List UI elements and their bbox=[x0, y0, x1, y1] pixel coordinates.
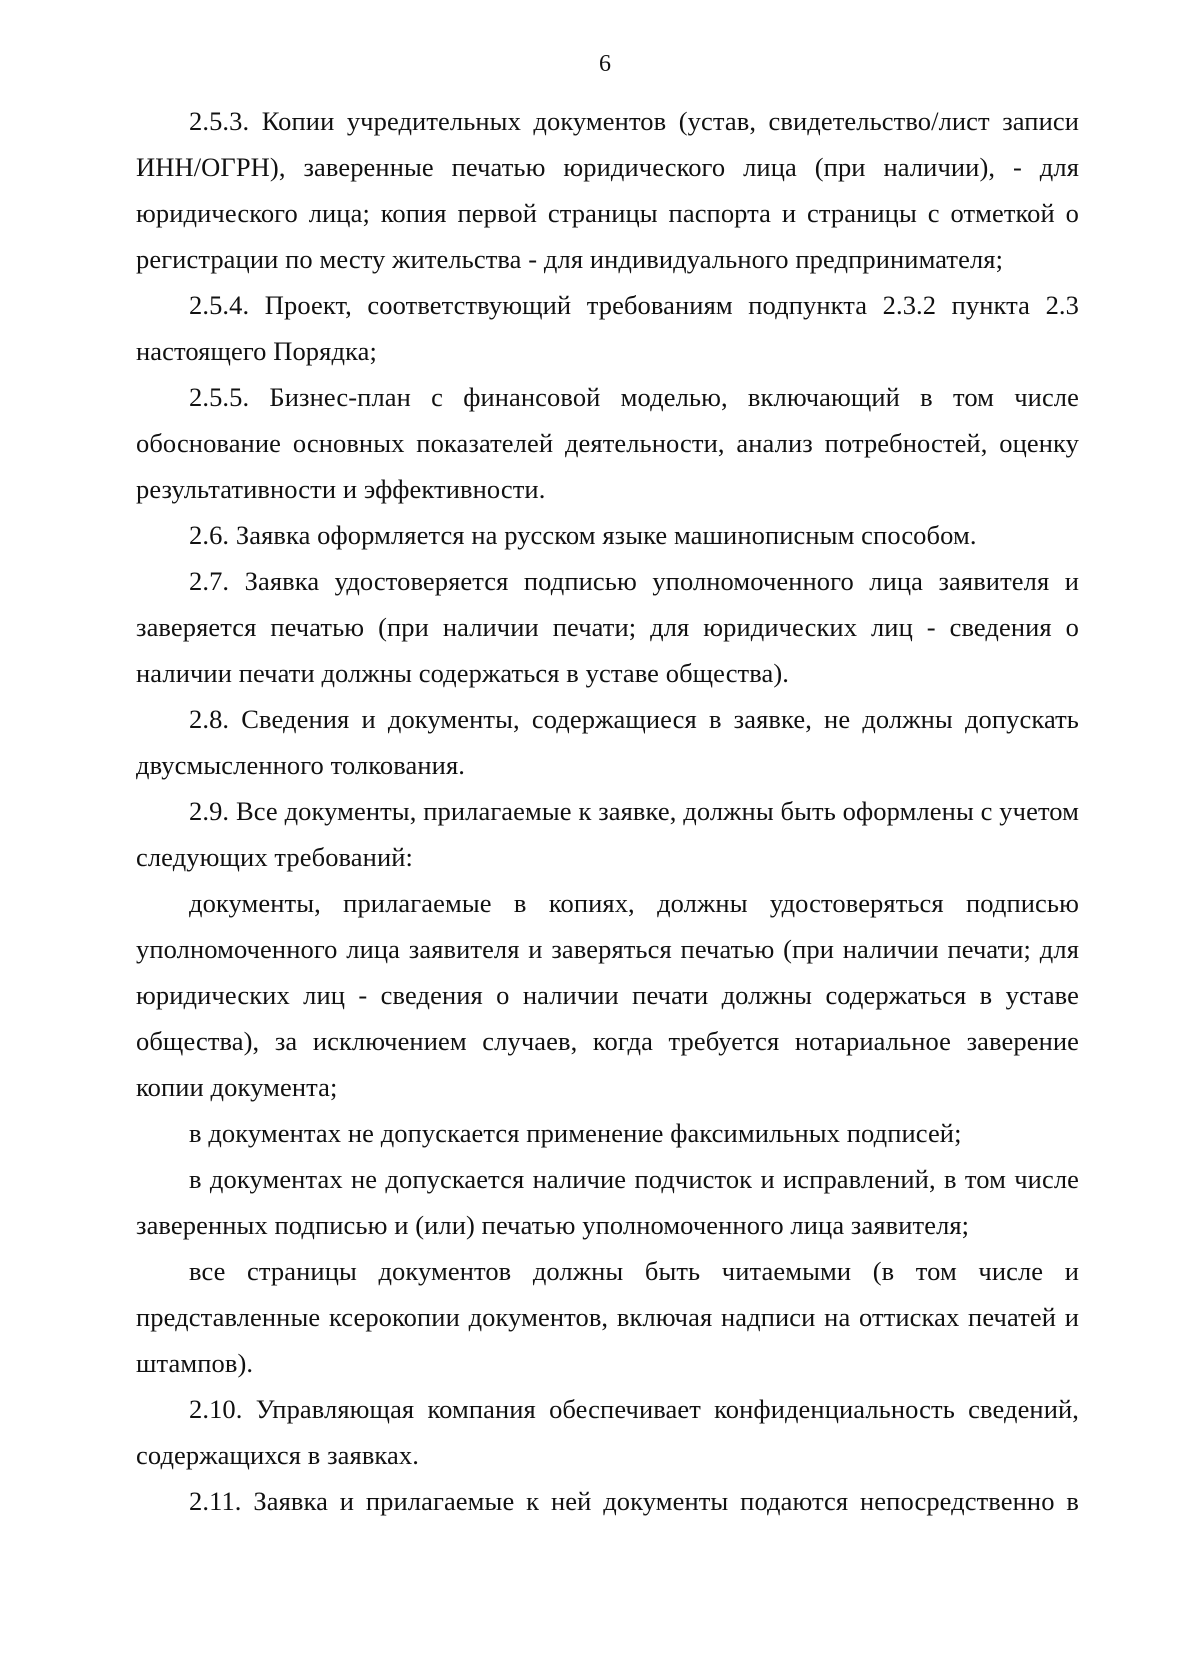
requirement-copies: документы, прилагаемые в копиях, должны удостоверяться подписью уполномоченного лица заявителя и заверяться печатью (при наличии печати; для юридических лиц - сведения о наличии печати должны содержаться в уставе общества), за исключением случаев, когда требуется нотариальное заверение копии документа; bbox=[136, 888, 1079, 1102]
page-number: 6 bbox=[599, 51, 611, 77]
paragraph-2-5-4: 2.5.4. Проект, соответствующий требованиям подпункта 2.3.2 пункта 2.3 настоящего Порядка; bbox=[136, 290, 1079, 366]
document-body bbox=[136, 98, 1079, 1524]
paragraph-2-5-3: 2.5.3. Копии учредительных документов (устав, свидетельство/лист записи ИНН/ОГРН), заверенные печатью юридического лица (при наличии), - для юридического лица; копия первой страницы паспорта и страницы с отметкой о регистрации по месту жительства - для индивидуального предпринимателя; bbox=[136, 106, 1079, 274]
paragraph-2-8: 2.8. Сведения и документы, содержащиеся в заявке, не должны допускать двусмысленного толкования. bbox=[136, 704, 1079, 780]
paragraph-2-9: 2.9. Все документы, прилагаемые к заявке, должны быть оформлены с учетом следующих требований: bbox=[136, 796, 1079, 872]
paragraph-2-7: 2.7. Заявка удостоверяется подписью уполномоченного лица заявителя и заверяется печатью (при наличии печати; для юридических лиц - сведения о наличии печати должны содержаться в уставе общества). bbox=[136, 566, 1079, 688]
requirement-corrections: в документах не допускается наличие подчисток и исправлений, в том числе заверенных подписью и (или) печатью уполномоченного лица заявителя; bbox=[136, 1164, 1079, 1240]
requirement-facsimile: в документах не допускается применение факсимильных подписей; bbox=[189, 1118, 962, 1148]
paragraph-2-10: 2.10. Управляющая компания обеспечивает конфиденциальность сведений, содержащихся в заявках. bbox=[136, 1394, 1079, 1470]
paragraph-2-6: 2.6. Заявка оформляется на русском языке машинописным способом. bbox=[189, 520, 977, 550]
paragraph-2-5-5: 2.5.5. Бизнес-план с финансовой моделью, включающий в том числе обоснование основных показателей деятельности, анализ потребностей, оценку результативности и эффективности. bbox=[136, 382, 1079, 504]
requirement-readable: все страницы документов должны быть читаемыми (в том числе и представленные ксерокопии документов, включая надписи на оттисках печатей и штампов). bbox=[136, 1256, 1079, 1378]
paragraph-2-11: 2.11. Заявка и прилагаемые к ней документы подаются непосредственно в bbox=[189, 1486, 1079, 1516]
